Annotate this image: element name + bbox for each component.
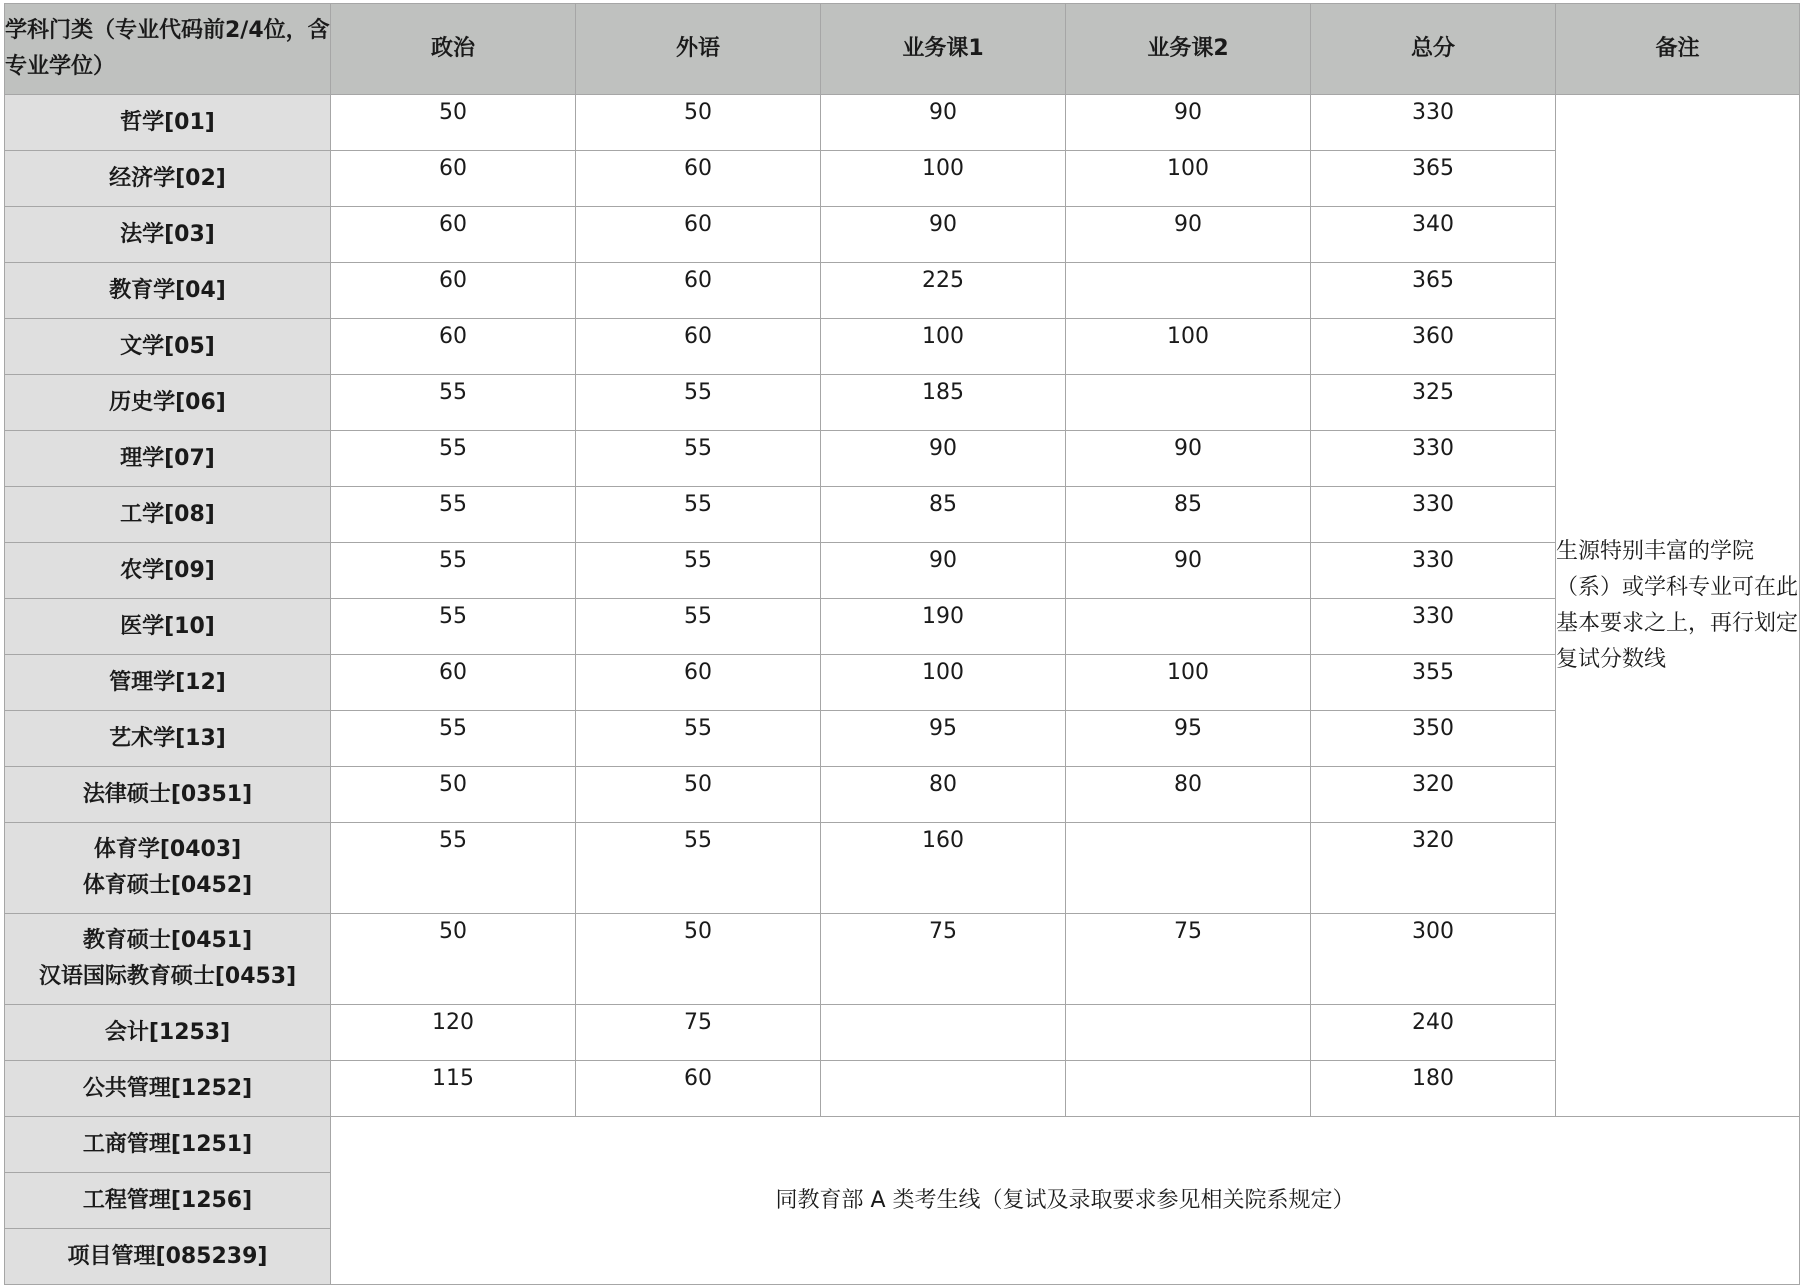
score-course-1: 100 xyxy=(821,655,1066,711)
table-row xyxy=(5,823,1800,914)
score-foreign-language: 50 xyxy=(576,914,821,1005)
score-politics: 115 xyxy=(331,1061,576,1117)
header-course-2: 业务课2 xyxy=(1066,4,1311,95)
score-total: 340 xyxy=(1311,207,1556,263)
score-total: 240 xyxy=(1311,1005,1556,1061)
category-label: 哲学[01] xyxy=(120,109,215,135)
category-cell xyxy=(5,914,331,1005)
score-politics: 55 xyxy=(331,543,576,599)
category-label: 汉语国际教育硕士[0453] xyxy=(38,964,297,989)
category-cell xyxy=(5,375,331,431)
score-course-1: 75 xyxy=(821,914,1066,1005)
header-politics: 政治 xyxy=(331,4,576,95)
score-foreign-language: 75 xyxy=(576,1005,821,1061)
category-label: 法律硕士[0351] xyxy=(82,781,253,807)
score-total: 355 xyxy=(1311,655,1556,711)
header-category: 学科门类（专业代码前2/4位，含专业学位） xyxy=(5,4,331,95)
score-total: 330 xyxy=(1311,487,1556,543)
score-course-1: 90 xyxy=(821,207,1066,263)
score-course-2: 90 xyxy=(1066,207,1311,263)
category-label: 理学[07] xyxy=(120,445,215,471)
score-total: 330 xyxy=(1311,599,1556,655)
category-label: 历史学[06] xyxy=(109,389,226,415)
score-total: 350 xyxy=(1311,711,1556,767)
score-course-1: 90 xyxy=(821,543,1066,599)
score-politics: 55 xyxy=(331,487,576,543)
category-label: 工商管理[1251] xyxy=(5,1117,331,1173)
score-total: 365 xyxy=(1311,263,1556,319)
category-cell xyxy=(5,823,331,914)
table-row xyxy=(5,319,1800,375)
score-course-2 xyxy=(1066,263,1311,319)
score-course-2 xyxy=(1066,1005,1311,1061)
remark-cell: 生源特别丰富的学院（系）或学科专业可在此基本要求之上，再行划定复试分数线 xyxy=(1556,95,1800,1117)
category-label: 工程管理[1256] xyxy=(5,1173,331,1229)
category-cell xyxy=(5,431,331,487)
score-foreign-language: 55 xyxy=(576,599,821,655)
score-course-1 xyxy=(821,1061,1066,1117)
category-label: 教育硕士[0451] xyxy=(82,928,253,953)
score-total: 330 xyxy=(1311,95,1556,151)
score-foreign-language: 55 xyxy=(576,375,821,431)
table-row xyxy=(5,1061,1800,1117)
category-cell xyxy=(5,95,331,151)
score-course-1: 95 xyxy=(821,711,1066,767)
table-row xyxy=(5,151,1800,207)
score-total: 325 xyxy=(1311,375,1556,431)
score-line-table xyxy=(4,3,1800,1285)
score-politics: 60 xyxy=(331,207,576,263)
score-course-2 xyxy=(1066,823,1311,914)
score-course-2: 90 xyxy=(1066,543,1311,599)
category-label: 项目管理[085239] xyxy=(5,1229,331,1285)
category-label: 医学[10] xyxy=(120,613,215,639)
score-foreign-language: 60 xyxy=(576,263,821,319)
table-row xyxy=(5,487,1800,543)
score-course-1: 85 xyxy=(821,487,1066,543)
score-foreign-language: 60 xyxy=(576,655,821,711)
table-row xyxy=(5,1117,1800,1173)
score-course-2: 75 xyxy=(1066,914,1311,1005)
category-cell xyxy=(5,1061,331,1117)
header-total: 总分 xyxy=(1311,4,1556,95)
table-row xyxy=(5,767,1800,823)
header-course-1: 业务课1 xyxy=(821,4,1066,95)
score-course-1: 90 xyxy=(821,95,1066,151)
score-politics: 50 xyxy=(331,914,576,1005)
score-course-1: 100 xyxy=(821,151,1066,207)
score-politics: 50 xyxy=(331,767,576,823)
score-course-2: 95 xyxy=(1066,711,1311,767)
score-politics: 55 xyxy=(331,431,576,487)
category-cell xyxy=(5,599,331,655)
score-foreign-language: 55 xyxy=(576,711,821,767)
score-course-1: 190 xyxy=(821,599,1066,655)
table-row xyxy=(5,431,1800,487)
score-total: 320 xyxy=(1311,767,1556,823)
table-row xyxy=(5,711,1800,767)
score-politics: 60 xyxy=(331,655,576,711)
score-course-2 xyxy=(1066,375,1311,431)
category-cell xyxy=(5,543,331,599)
score-foreign-language: 55 xyxy=(576,431,821,487)
score-course-2: 80 xyxy=(1066,767,1311,823)
category-cell xyxy=(5,1005,331,1061)
score-total: 365 xyxy=(1311,151,1556,207)
score-politics: 60 xyxy=(331,151,576,207)
category-cell xyxy=(5,711,331,767)
category-label: 体育硕士[0452] xyxy=(82,873,253,898)
national-line-note: 同教育部 A 类考生线（复试及录取要求参见相关院系规定） xyxy=(331,1117,1800,1285)
score-course-2: 90 xyxy=(1066,95,1311,151)
score-total: 300 xyxy=(1311,914,1556,1005)
score-total: 180 xyxy=(1311,1061,1556,1117)
score-course-2: 85 xyxy=(1066,487,1311,543)
category-label: 法学[03] xyxy=(120,221,215,247)
category-label: 会计[1253] xyxy=(104,1019,231,1045)
score-politics: 50 xyxy=(331,95,576,151)
table-row xyxy=(5,543,1800,599)
score-politics: 55 xyxy=(331,823,576,914)
score-foreign-language: 55 xyxy=(576,823,821,914)
category-cell xyxy=(5,319,331,375)
category-label: 体育学[0403] xyxy=(93,837,242,862)
category-label: 教育学[04] xyxy=(109,277,226,303)
category-label: 公共管理[1252] xyxy=(82,1075,253,1101)
table-row xyxy=(5,207,1800,263)
category-label: 管理学[12] xyxy=(109,669,226,695)
score-politics: 60 xyxy=(331,319,576,375)
score-politics: 60 xyxy=(331,263,576,319)
score-foreign-language: 60 xyxy=(576,207,821,263)
score-foreign-language: 55 xyxy=(576,487,821,543)
category-cell xyxy=(5,767,331,823)
score-course-2 xyxy=(1066,1061,1311,1117)
header-remark: 备注 xyxy=(1556,4,1800,95)
table-row xyxy=(5,1005,1800,1061)
category-cell xyxy=(5,487,331,543)
category-label: 文学[05] xyxy=(120,333,215,359)
table-row xyxy=(5,375,1800,431)
table-row xyxy=(5,655,1800,711)
score-foreign-language: 60 xyxy=(576,151,821,207)
score-total: 330 xyxy=(1311,431,1556,487)
category-label: 农学[09] xyxy=(120,557,215,583)
score-politics: 55 xyxy=(331,375,576,431)
score-politics: 55 xyxy=(331,711,576,767)
score-course-1: 100 xyxy=(821,319,1066,375)
score-foreign-language: 50 xyxy=(576,95,821,151)
score-foreign-language: 60 xyxy=(576,319,821,375)
score-course-1: 80 xyxy=(821,767,1066,823)
score-politics: 55 xyxy=(331,599,576,655)
score-course-2: 100 xyxy=(1066,151,1311,207)
score-course-1 xyxy=(821,1005,1066,1061)
score-foreign-language: 50 xyxy=(576,767,821,823)
score-course-2: 100 xyxy=(1066,655,1311,711)
score-course-2: 90 xyxy=(1066,431,1311,487)
category-cell xyxy=(5,263,331,319)
category-label: 工学[08] xyxy=(120,501,215,527)
header-foreign-language: 外语 xyxy=(576,4,821,95)
score-course-2: 100 xyxy=(1066,319,1311,375)
category-cell xyxy=(5,151,331,207)
score-course-1: 90 xyxy=(821,431,1066,487)
score-foreign-language: 55 xyxy=(576,543,821,599)
score-total: 330 xyxy=(1311,543,1556,599)
score-course-1: 225 xyxy=(821,263,1066,319)
score-politics: 120 xyxy=(331,1005,576,1061)
table-row xyxy=(5,599,1800,655)
score-course-1: 160 xyxy=(821,823,1066,914)
score-total: 360 xyxy=(1311,319,1556,375)
category-label: 经济学[02] xyxy=(109,165,226,191)
score-course-2 xyxy=(1066,599,1311,655)
table-row xyxy=(5,263,1800,319)
score-course-1: 185 xyxy=(821,375,1066,431)
table-row xyxy=(5,95,1800,151)
score-foreign-language: 60 xyxy=(576,1061,821,1117)
score-total: 320 xyxy=(1311,823,1556,914)
table-row xyxy=(5,914,1800,1005)
category-cell xyxy=(5,207,331,263)
category-cell xyxy=(5,655,331,711)
category-label: 艺术学[13] xyxy=(109,725,226,751)
